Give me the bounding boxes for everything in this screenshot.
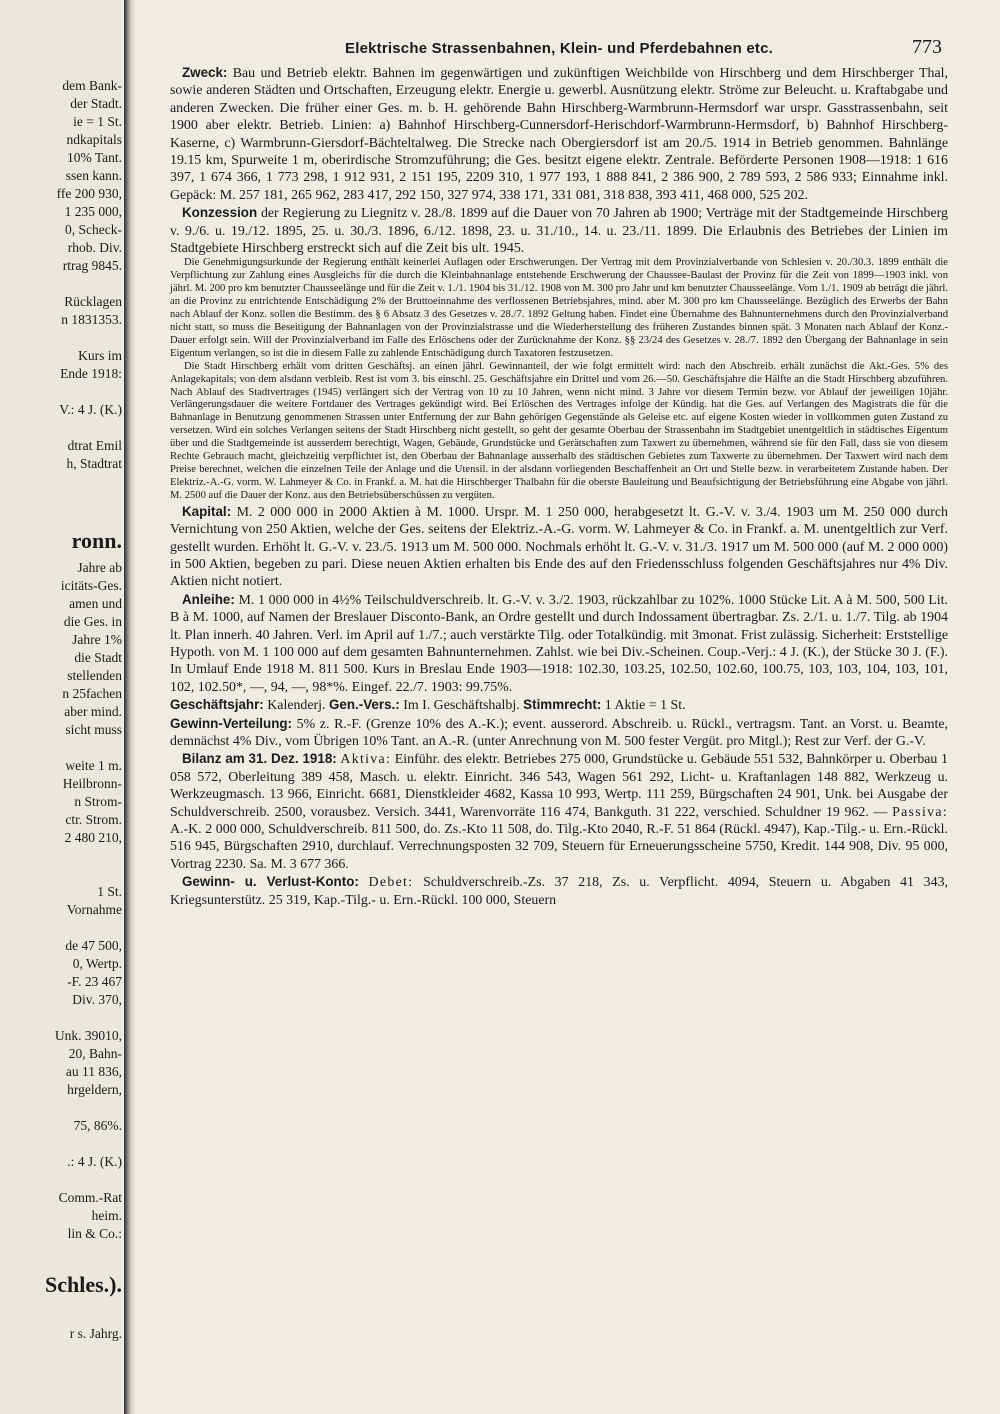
left-column-line: ronn. [71,528,122,553]
left-column-line: 1 235 000, [64,204,122,219]
left-column-line: Ende 1918: [60,366,122,381]
bilanz-label: Bilanz am 31. Dez. 1918: [182,751,337,767]
gj-label: Geschäftsjahr: [170,697,264,713]
section-konzession [170,204,948,257]
left-column-line: Comm.-Rat [58,1190,122,1205]
left-column-line: de 47 500, [65,938,122,953]
anleihe-text: M. 1 000 000 in 4½% Teilschuldverschreib. lt. G.-V. v. 3./2. 1903, rückzahlbar zu 102%. 1000 Stücke Lit. A à M. 500, 500 Lit. B à M. 1000, auf Namen der Breslauer Disconto-Bank, an Ordre gestellt und durch Indossament übertragbar. Zs. 2./1. u. 1./7. Tilg. ab 1904 lt. Plan innerh. 40 Jahren. Verl. im April auf 1./7.; auch verstärkte Tilg. oder Totalkündig. mit 3monat. Frist zulässig. Sicherheit: Erststellige Hypoth. von M. 1 100 000 auf dem gesamten Bahnunternehmen. Zahlst. wie bei Div.-Scheinen. Coup.-Verj.: 4 J. (K.), der Stücke 30 J. (F.). In Umlauf Ende 1918 M. 811 500. Kurs in Breslau Ende 1903—1918: 102.30, 103.25, 102.50, 102.60, 100.75, 103, 103, 104, 103, 101, 102, 102.50*, —, 94, —, 98*%. Eingef. 22./7. 1903: 99.75%. [170,592,948,695]
section-gewinn-verlust [170,873,948,909]
left-column-line: 20, Bahn- [68,1046,122,1061]
anleihe-label: Anleihe: [182,591,235,607]
left-column-line: ctr. Strom. [65,812,122,827]
aktiva-label: Aktiva: [340,752,392,768]
section-gewinn-verteilung [170,715,948,751]
left-column-line: ffe 200 930, [56,186,122,201]
section-anleihe [170,591,948,696]
gj-text: Kalenderj. [267,698,326,714]
left-column-line: aber mind. [64,704,122,719]
left-column-line: ssen kann. [65,168,122,183]
left-column-line: Jahre ab [77,560,122,575]
left-column-line: Heilbronn- [62,776,122,791]
section-kapital [170,503,948,591]
kapital-text: M. 2 000 000 in 2000 Aktien à M. 1000. Urspr. M. 1 250 000, herabgesetzt lt. G.-V. v. 3./4. 1903 um M. 250 000 durch Vernichtung von 250 Aktien, welche der Ges. seitens der Elektriz.-A.-G. vorm. W. Lahmeyer & Co. in Frankf. a. M. unentgeltlich zur Verf. gestellt wurden. Erhöht lt. G.-V. v. 23./5. 1913 um M. 500 000. Nochmals erhöht lt. G.-V. v. 31./3. 1917 um M. 500 000 (auf M. 2 000 000) in 500 Aktien, begeben zu pari. Diese neuen Aktien erhalten bis Ende des auf den Friedensschluss folgenden Geschäftsjahres nur 4% Div. Aktien nicht notiert. [170,504,948,590]
left-column-line: 75, 86%. [73,1118,122,1133]
konzession-text: der Regierung zu Liegnitz v. 28./8. 1899 auf die Dauer von 70 Jahren ab 1900; Verträge mit der Stadtgemeinde Hirschberg v. 9./6. u. 19./12. 1895, 25. u. 30./3. 1896, 6./12. 1898, 23. u. 31./10., 14. u. 23./11. 1899. Die Erlaubnis des Betriebes der Linien im Stadtgebiete Hirschberg erstreckt sich auf die Zeit bis ult. 1945. [170,206,948,257]
konzession-label: Konzession [182,205,258,221]
left-column-line: 1 St. [97,884,122,899]
small-print-paragraph-2: Die Stadt Hirschberg erhält vom dritten Geschäftsj. an einen jährl. Gewinnanteil, der wie folgt ermittelt wird: nach den Abschreib. erhält zunächst die Akt.-Ges. 5% des Anlagekapitals; von dem alsdann verbleib. Rest ist vom 3. bis einschl. 25. Geschäftsjahre ein Drittel und vom 26.—50. Geschäftsjahre die Hälfte an die Stadt Hirschberg abzuführen. Nach Ablauf des Stadtvertrages (1945) verlängert sich der Vertrag von 10 zu 10 Jahren, wenn nicht mind. 3 Jahre vor diesem Termin bezw. vor Ablauf der jeweiligen 10jähr. Verlängerungsdauer die weitere Fortdauer des Vertrages gekündigt wird. Bei Erlöschen des Vertrages infolge der Kündig. hat die Ges. auf Verlangen des Magistrats die für die Bahnanlage in Benutzung genommenen Strassen unter Entfernung der zur Bahn gehörigen Gegenstände als Geleise etc. auf eigene Kosten wieder in vollkommen guten Zustand zu versetzen. Wird ein solches Verlangen seitens der Stadt Hirschberg nicht gestellt, so geht der gesamte Oberbau der Strassenbahn im Stadtgebiet unentgeltlich in städtisches Eigentum über und die Stadtgemeinde ist ausserdem berechtigt, Wagen, Gebäude, Grundstücke und Gerätschaften zum Taxwert zu übernehmen, während sie für den Fall, dass sie von diesem Rechte Gebrauch macht, gleichzeitig verpflichtet ist, den Oberbau der Bahnanlage ausserhalb des städtischen Gebietes zum Taxwerte zu übernehmen. Der Taxwert wird nach dem Preise berechnet, welchen die einzelnen Teile der Anlage und die Utensil. in der alsdann vorliegenden Beschaffenheit an Ort und Stelle bezw. in verarbeitetem Zustande haben. Der Elektriz.-A.-G. vorm. W. Lahmeyer & Co. in Frankf. a. M. hat die Hirschberger Thalbahn für die oberste Bauleitung und Beaufsichtigung der Betriebsführung eine Abgabe von jährl. M. 2500 auf die Dauer der Konz. aus den Betriebsüberschüssen zu vergüten. [170,360,948,501]
left-column-line: icitäts-Ges. [60,578,122,593]
page-main [170,34,948,909]
left-column-line: .: 4 J. (K.) [67,1154,122,1169]
page-header [170,34,948,64]
section-zweck [170,64,948,204]
left-column-line: Unk. 39010, [54,1028,122,1043]
gv-label: Gen.-Vers.: [329,697,400,713]
passiva-label: Passiva: [892,804,948,820]
left-column-line: sicht muss [65,722,122,737]
left-column-line: Schles.). [45,1272,122,1297]
book-gutter [124,0,136,1414]
left-column-line: n Strom- [74,794,122,809]
bilanz-passiva-text: A.-K. 2 000 000, Schuldverschreib. 811 500, do. Zs.-Kto 11 508, do. Tilg.-Kto 2040, R.-F. 51 864 (Rückl. 4947), Kap.-Tilg.- u. Ern.-Rückl. 516 945, Bürgschaften 2910, durchlauf. Verrechnungsposten 32 709, Steuern für Erneuerungsscheine 5750, Kredit. 144 908, Div. 95 000, Vortrag 2230. Sa. M. 3 677 366. [170,822,948,872]
section-geschaeftsjahr [170,696,948,714]
stimmrecht-label: Stimmrecht: [523,697,602,713]
stimmrecht-text: 1 Aktie = 1 St. [604,698,686,714]
left-column-line: dtrat Emil [67,438,122,453]
left-column-line: hrgeldern, [67,1082,122,1097]
zweck-label: Zweck: [182,65,228,80]
gewinn-label: Gewinn-Verteilung: [170,715,293,731]
left-column-line: dem Bank- [62,78,122,93]
left-column-line: 2 480 210, [64,830,122,845]
left-column-line: r s. Jahrg. [69,1326,122,1341]
left-column-line: rhob. Div. [67,240,122,255]
page-number: 773 [912,36,942,58]
left-column-line: der Stadt. [70,96,122,111]
left-column-line: Jahre 1% [72,632,122,647]
gv-text: Im I. Geschäftshalbj. [403,698,520,714]
left-column-line: Div. 370, [72,992,122,1007]
kapital-label: Kapital: [182,503,232,519]
left-column-line: au 11 836, [65,1064,122,1079]
left-column-line: rtrag 9845. [62,258,122,273]
left-adjacent-column [0,0,122,1414]
guv-text: Schuldverschreib.-Zs. 37 218, Zs. u. Verpflicht. 4094, Steuern u. Abgaben 41 343, Kriegsunterstütz. 25 319, Kap.-Tilg.- u. Ern.-Rückl. 100 000, Steuern [170,875,948,908]
section-bilanz [170,750,948,873]
left-column-line: Kurs im [78,348,122,363]
gewinn-text: 5% z. R.-F. (Grenze 10% des A.-K.); event. ausserord. Abschreib. u. Rückl., vertragsm. Tant. an Vorst. u. Beamte, demnächst 4% Div., vom Übrigen 10% Tant. an A.-R. (unter Anrechnung von M. 500 fester Vergüt. pro Mitgl.); Rest zur Verf. der G.-V. [170,716,948,749]
left-column-line: -F. 23 467 [67,974,122,989]
bilanz-aktiva-text: Einführ. des elektr. Betriebes 275 000, Grundstücke u. Gebäude 551 532, Bahnkörper u. Oberbau 1 058 572, Oberleitung 389 458, Masch. u. elektr. Einricht. 346 543, Wagen 561 292, Licht- u. Kraftanlagen 148 882, Werkzeug u. Werkzeugmasch. 13 966, Einricht. 6681, Dienstkleider 4682, Kassa 10 993, Wertp. 111 259, Bürgschaften 24 901, Unk. bei Ausgabe der Schuldverschreib. 2500, vorausbez. Versich. 3441, Warenvorräte 116 474, Bankguth. 31 222, verschied. Schuldner 19 962. — [170,752,948,820]
page-header-title: Elektrische Strassenbahnen, Klein- und Pferdebahnen etc. [345,40,773,57]
left-column-line: die Ges. in [63,614,122,629]
guv-label: Gewinn- u. Verlust-Konto: [182,874,359,890]
left-column-line: 10% Tant. [66,150,122,165]
left-column-line: lin & Co.: [67,1226,122,1241]
left-column-line: h, Stadtrat [66,456,122,471]
left-column-line: die Stadt [74,650,122,665]
left-column-line: stellenden [67,668,122,683]
left-column-line: Vornahme [66,902,122,917]
left-column-line: 0, Scheck- [65,222,122,237]
left-column-line: amen und [69,596,122,611]
left-column-line: weite 1 m. [65,758,122,773]
left-column-line: heim. [91,1208,122,1223]
left-column-line: ie = 1 St. [73,114,122,129]
left-column-line: ndkapitals [66,132,122,147]
zweck-text: Bau und Betrieb elektr. Bahnen im gegenwärtigen und zukünftigen Weichbilde von Hirschberg und dem Hirschberger Thal, sowie anderen Städten und Ortschaften, Erzeugung elektr. Energie u. gewerbl. Ausnützung elektr. Ströme zur Beleucht. u. Kraftabgabe und anderen Zwecken. Die früher einer Ges. m. b. H. gehörende Bahn Hirschberg-Warmbrunn-Hermsdorf war urspr. Gasstrassenbahn, seit 1900 aber elektr. Betrieb. Linien: a) Bahnhof Hirschberg-Cunnersdorf-Herischdorf-Warmbrunn-Hermsdorf, b) Bahnhof Hirschberg-Kaserne, c) Warmbrunn-Giersdorf-Bächteltalweg. Die Strecke nach Obergiersdorf ist am 20./5. 1914 in Betrieb genommen. Bahnlänge 19.15 km, Spurweite 1 m, oberirdische Stromzuführung; die Ges. besitzt eigene elektr. Zentrale. Beförderte Personen 1908—1918: 1 616 397, 1 674 366, 1 773 298, 1 912 931, 2 151 195, 2209 310, 1 977 193, 1 888 841, 2 386 900, 2 789 593, 2 586 933; Einnahme inkl. Gepäck: M. 257 181, 265 962, 283 417, 292 150, 327 974, 338 171, 331 081, 318 838, 393 411, 468 000, 525 202. [170,66,948,203]
left-column-line: 0, Wertp. [72,956,122,971]
left-column-line: n 25fachen [62,686,122,701]
left-column-line: V.: 4 J. (K.) [59,402,122,417]
debet-label: Debet: [368,875,414,891]
left-column-line: n 1831353. [61,312,122,327]
left-column-line: Rücklagen [64,294,122,309]
small-print-paragraph-1: Die Genehmigungsurkunde der Regierung enthält keinerlei Auflagen oder Erschwerungen. Der Vertrag mit dem Provinzialverbande von Schlesien v. 20./30.3. 1899 enthält die Verpflichtung zur Zahlung eines Ausgleichs für die durch die Kleinbahnanlage entstehende Erschwerung der Chaussee-Baulast der Provinz für die Zeit von 1899—1903 inkl. von jährl. M. 200 pro km benutzter Chausseelänge und für die Zeit v. 1./1. 1904 bis 31./12. 1908 von M. 300 pro Jahr und km benutzter Chausseelänge. Vom 1./1. 1909 ab beträgt die jährl. an die Provinz zu entrichtende Entschädigung 2% der Bruttoeinnahme des verflossenen Betriebsjahres, mind. aber M. 300 pro km Chausseelänge. Bezüglich des Erwerbs der Bahn nach Ablauf der Konz. sollen die Bestimm. des § 6 Absatz 3 des Gesetzes v. 28./7. 1892 Geltung haben. Findet eine Übernahme des Bahnunternehmens durch den Provinzialverband nicht statt, so muss die Beseitigung der Bahnanlagen von der Provinzialstrasse und die Wiederherstellung des früheren Zustandes binnen spät. 3 Monaten nach Ablauf der Konz.-Dauer erfolgt sein. Will der Provinzialverband im Falle des Erlöschens oder der Zurücknahme der Konz. §§ 23/24 des Gesetzes v. 28./7. 1892 den Übergang der Bahnanlage in sein Eigentum verlangen, so ist die in diesem Falle zu zahlende Entschädigung durch Taxatoren festzusetzen. [170,257,948,359]
